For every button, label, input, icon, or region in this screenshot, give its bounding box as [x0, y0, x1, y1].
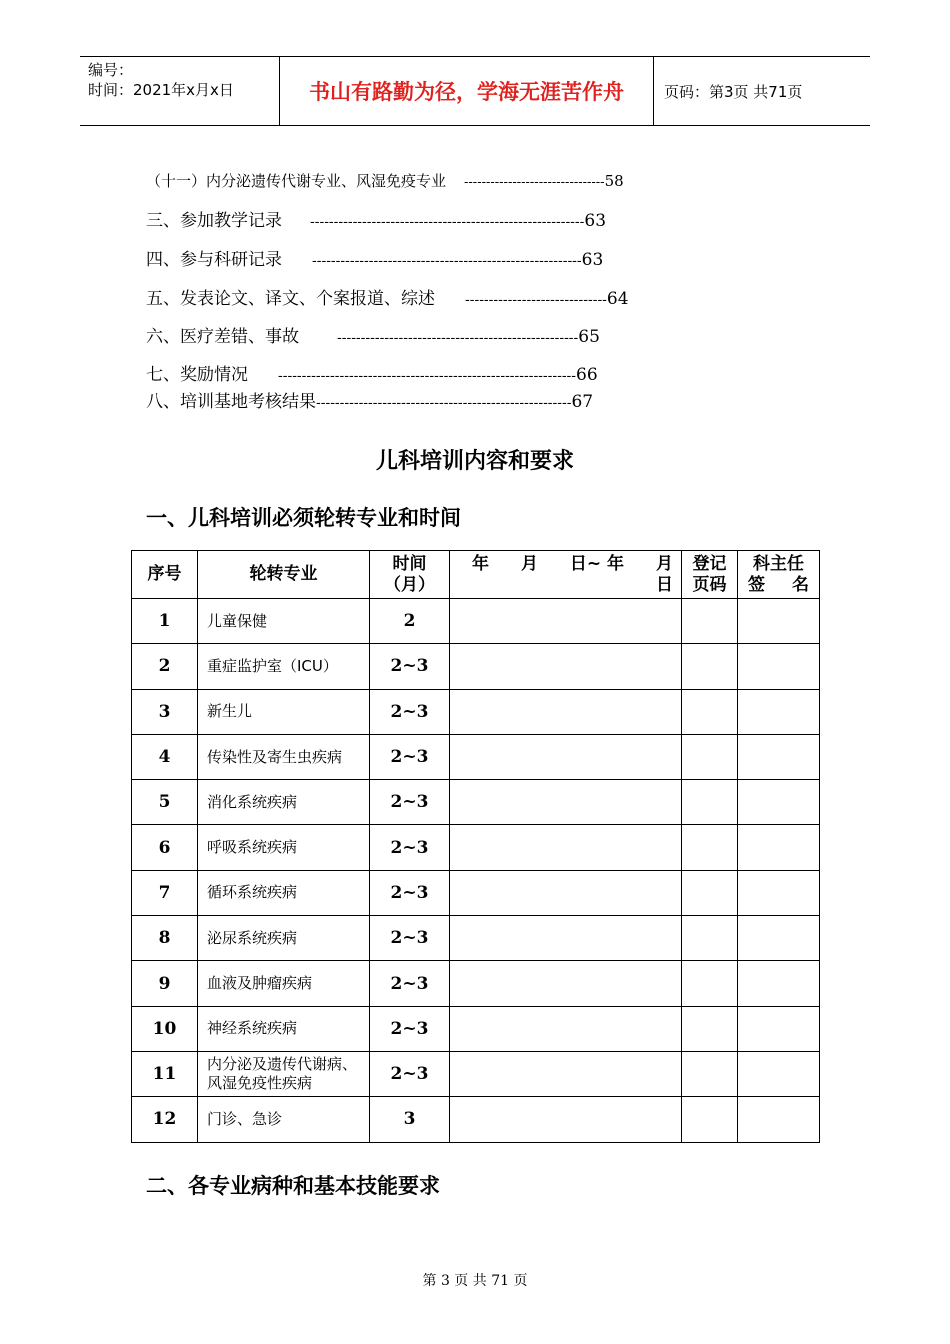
- toc-entry[interactable]: [146, 387, 593, 412]
- row-date-range-cell[interactable]: [450, 780, 682, 825]
- row-date-range-cell[interactable]: [450, 1097, 682, 1142]
- row-director-signature-cell[interactable]: [738, 870, 820, 915]
- row-time: 2~3: [370, 961, 450, 1006]
- row-register-page-cell[interactable]: [682, 1051, 738, 1096]
- date-day-end: 日: [656, 574, 673, 595]
- row-director-signature-cell[interactable]: [738, 734, 820, 779]
- row-specialty: 儿童保健: [198, 599, 370, 644]
- row-register-page-cell[interactable]: [682, 644, 738, 689]
- toc-entry[interactable]: [146, 245, 603, 270]
- toc-entry-page: 58: [604, 172, 624, 190]
- document-title: 儿科培训内容和要求: [375, 449, 574, 474]
- row-date-range-cell[interactable]: [450, 961, 682, 1006]
- row-specialty: 传染性及寄生虫疾病: [198, 734, 370, 779]
- row-specialty: 血液及肿瘤疾病: [198, 961, 370, 1006]
- row-date-range-cell[interactable]: [450, 1051, 682, 1096]
- toc-entry-label: 六、医疗差错、事故: [146, 327, 299, 347]
- row-time: 2~3: [370, 1006, 450, 1051]
- column-header-register-line1: 登记: [692, 553, 727, 574]
- column-header-director-name: 名: [792, 574, 809, 595]
- toc-entry-label: 三、参加教学记录: [146, 211, 282, 231]
- toc-entry[interactable]: [146, 284, 629, 309]
- row-seq: 10: [132, 1006, 198, 1051]
- row-specialty: 内分泌及遗传代谢病、风湿免疫性疾病: [198, 1051, 370, 1096]
- row-register-page-cell[interactable]: [682, 825, 738, 870]
- row-time: 2~3: [370, 870, 450, 915]
- column-header-time-line1: 时间: [392, 553, 427, 574]
- date-month-end: 月: [655, 553, 673, 574]
- row-register-page-cell[interactable]: [682, 734, 738, 779]
- row-specialty: 门诊、急诊: [198, 1097, 370, 1142]
- row-seq: 3: [132, 689, 198, 734]
- row-date-range-cell[interactable]: [450, 870, 682, 915]
- table-row: [132, 916, 820, 961]
- row-register-page-cell[interactable]: [682, 780, 738, 825]
- row-specialty: 重症监护室（ICU）: [198, 644, 370, 689]
- row-date-range-cell[interactable]: [450, 599, 682, 644]
- toc-entry-page: 63: [581, 250, 604, 270]
- row-time: 2~3: [370, 916, 450, 961]
- table-row: [132, 780, 820, 825]
- page-footer: 第 3 页 共 71 页: [422, 1273, 528, 1289]
- row-seq: 9: [132, 961, 198, 1006]
- row-director-signature-cell[interactable]: [738, 1051, 820, 1096]
- toc-leader: ------------------------------: [465, 292, 607, 308]
- table-row: [132, 1051, 820, 1096]
- date-label: 时间：2021年x月x日: [88, 81, 234, 99]
- row-director-signature-cell[interactable]: [738, 916, 820, 961]
- page-header: [80, 56, 870, 126]
- row-seq: 7: [132, 870, 198, 915]
- row-seq: 12: [132, 1097, 198, 1142]
- toc-entry-page: 67: [571, 392, 594, 412]
- row-date-range-cell[interactable]: [450, 916, 682, 961]
- toc-entry-label: 四、参与科研记录: [146, 250, 282, 270]
- column-header-date-range: [450, 551, 682, 599]
- toc-leader: ---------------------------------------------------------------: [278, 368, 577, 384]
- column-header-director-line1: 科主任: [753, 553, 804, 574]
- row-seq: 8: [132, 916, 198, 961]
- row-register-page-cell[interactable]: [682, 870, 738, 915]
- row-director-signature-cell[interactable]: [738, 961, 820, 1006]
- row-director-signature-cell[interactable]: [738, 780, 820, 825]
- column-header-register-line2: 页码: [692, 574, 727, 595]
- toc-entry[interactable]: [146, 206, 606, 231]
- row-time: 2~3: [370, 1051, 450, 1096]
- toc-leader: ----------------------------------------------------------: [310, 214, 585, 230]
- column-header-register-page: [682, 551, 738, 599]
- table-header-row: [132, 551, 820, 599]
- date-month-start: 月: [520, 553, 538, 574]
- row-director-signature-cell[interactable]: [738, 644, 820, 689]
- row-seq: 4: [132, 734, 198, 779]
- row-register-page-cell[interactable]: [682, 961, 738, 1006]
- toc-leader: --------------------------------: [464, 175, 605, 190]
- toc-entry-label: （十一）内分泌遗传代谢专业、风湿免疫专业: [146, 172, 447, 190]
- row-date-range-cell[interactable]: [450, 1006, 682, 1051]
- toc-entry-label: 五、发表论文、译文、个案报道、综述: [146, 289, 435, 309]
- row-director-signature-cell[interactable]: [738, 1097, 820, 1142]
- column-header-seq: 序号: [132, 551, 198, 599]
- row-seq: 1: [132, 599, 198, 644]
- toc-entry-page: 65: [578, 327, 600, 347]
- column-header-director-sign: 签: [748, 574, 765, 595]
- row-time: 2: [370, 599, 450, 644]
- table-row: [132, 870, 820, 915]
- row-date-range-cell[interactable]: [450, 689, 682, 734]
- toc-entry-page: 64: [606, 289, 629, 309]
- column-header-specialty: 轮转专业: [198, 551, 370, 599]
- row-date-range-cell[interactable]: [450, 644, 682, 689]
- row-specialty: 呼吸系统疾病: [198, 825, 370, 870]
- header-meta: [80, 57, 280, 125]
- toc-entry-label: 七、奖励情况: [146, 365, 248, 385]
- row-time: 2~3: [370, 689, 450, 734]
- date-day-start: 日~ 年: [569, 553, 625, 574]
- table-row: [132, 644, 820, 689]
- row-register-page-cell[interactable]: [682, 689, 738, 734]
- toc-entry[interactable]: [146, 360, 598, 385]
- row-seq: 5: [132, 780, 198, 825]
- table-row: [132, 1006, 820, 1051]
- section-heading: 二、各专业病种和基本技能要求: [146, 1174, 440, 1198]
- row-seq: 6: [132, 825, 198, 870]
- row-register-page-cell[interactable]: [682, 1006, 738, 1051]
- row-director-signature-cell[interactable]: [738, 825, 820, 870]
- toc-entry-label: 八、培训基地考核结果: [146, 392, 316, 412]
- rotation-table: [131, 550, 820, 1143]
- row-time: 2~3: [370, 825, 450, 870]
- table-row: [132, 734, 820, 779]
- table-row: [132, 1097, 820, 1142]
- row-time: 2~3: [370, 780, 450, 825]
- row-register-page-cell[interactable]: [682, 916, 738, 961]
- row-specialty: 消化系统疾病: [198, 780, 370, 825]
- table-row: [132, 689, 820, 734]
- row-time: 2~3: [370, 644, 450, 689]
- row-time: 2~3: [370, 734, 450, 779]
- table-row: [132, 599, 820, 644]
- table-row: [132, 961, 820, 1006]
- column-header-time-line2: （月）: [384, 574, 435, 595]
- row-register-page-cell[interactable]: [682, 1097, 738, 1142]
- header-motto: 书山有路勤为径，学海无涯苦作舟: [280, 57, 654, 125]
- header-page-info: 页码：第3页 共71页: [664, 82, 803, 101]
- toc-entry-page: 63: [584, 211, 607, 231]
- toc-entry-page: 66: [576, 365, 598, 385]
- row-register-page-cell[interactable]: [682, 599, 738, 644]
- column-header-time: [370, 551, 450, 599]
- row-date-range-cell[interactable]: [450, 734, 682, 779]
- row-specialty: 神经系统疾病: [198, 1006, 370, 1051]
- row-director-signature-cell[interactable]: [738, 689, 820, 734]
- row-specialty: 泌尿系统疾病: [198, 916, 370, 961]
- toc-leader: ---------------------------------------------------------: [312, 253, 582, 269]
- toc-leader: ------------------------------------------------------: [316, 395, 572, 411]
- toc-leader: ---------------------------------------------------: [337, 330, 579, 346]
- row-seq: 11: [132, 1051, 198, 1096]
- row-seq: 2: [132, 644, 198, 689]
- row-specialty: 循环系统疾病: [198, 870, 370, 915]
- table-row: [132, 825, 820, 870]
- date-year-start: 年: [472, 553, 489, 574]
- serial-label: 编号：: [88, 61, 134, 79]
- toc-entry[interactable]: [146, 170, 624, 191]
- row-specialty: 新生儿: [198, 689, 370, 734]
- section-heading: 一、儿科培训必须轮转专业和时间: [146, 506, 461, 530]
- row-director-signature-cell[interactable]: [738, 599, 820, 644]
- toc-entry[interactable]: [146, 322, 600, 347]
- column-header-director-signature: [738, 551, 820, 599]
- row-director-signature-cell[interactable]: [738, 1006, 820, 1051]
- row-date-range-cell[interactable]: [450, 825, 682, 870]
- row-time: 3: [370, 1097, 450, 1142]
